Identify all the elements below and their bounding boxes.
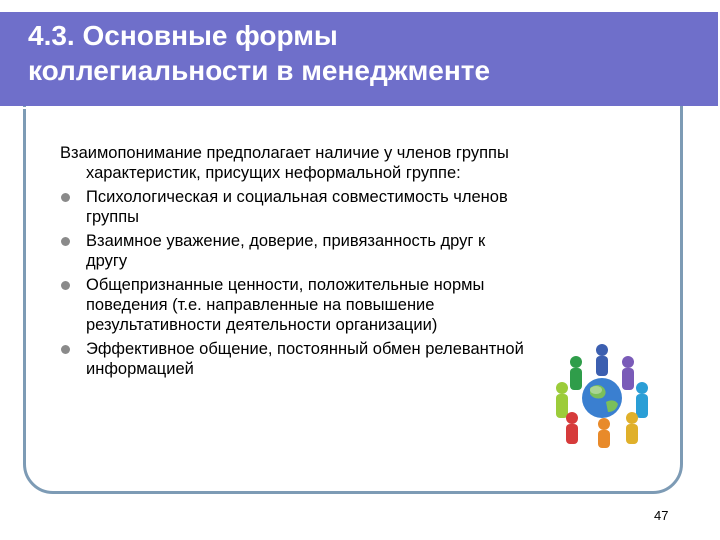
bullet-dot-icon <box>61 237 70 246</box>
intro-text: Взаимопонимание предполагает наличие у членов группы характеристик, присущих неформальной группе: <box>60 144 509 182</box>
bullet-text: Взаимное уважение, доверие, привязанность друг к другу <box>86 232 486 270</box>
bullet-list <box>60 187 530 379</box>
bullet-text: Эффективное общение, постоянный обмен релевантной информацией <box>86 340 524 378</box>
bullet-item <box>60 231 530 271</box>
bullet-item <box>60 275 530 335</box>
title-underline <box>0 107 636 109</box>
title-line-1: 4.3. Основные формы <box>28 20 338 51</box>
bullet-item <box>60 339 530 379</box>
people-around-globe-icon <box>546 338 658 450</box>
slide-content <box>60 143 530 383</box>
title-line-2: коллегиальности в менеджменте <box>28 55 491 86</box>
bullet-text: Общепризнанные ценности, положительные нормы поведения (т.е. направленные на повышение результативности деятельности организации) <box>86 276 485 334</box>
bullet-text: Психологическая и социальная совместимость членов группы <box>86 188 508 226</box>
slide-title <box>28 18 490 88</box>
page-number: 47 <box>654 508 669 523</box>
bullet-dot-icon <box>61 193 70 202</box>
bullet-item <box>60 187 530 227</box>
bullet-dot-icon <box>61 345 70 354</box>
bullet-dot-icon <box>61 281 70 290</box>
